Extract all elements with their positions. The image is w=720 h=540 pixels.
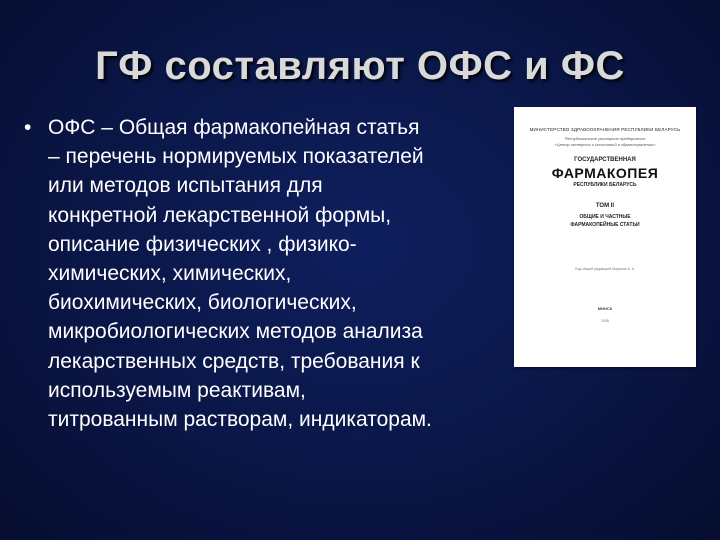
bullet-line: титрованным растворам, индикаторам.: [48, 408, 432, 432]
cover-subtitle-line1: ОБЩИЕ И ЧАСТНЫЕ: [579, 214, 631, 220]
cover-subtitle-line2: ФАРМАКОПЕЙНЫЕ СТАТЬИ: [570, 222, 640, 228]
bullet-text-block: [24, 113, 512, 434]
bullet-line: используемым реактивам,: [48, 378, 306, 402]
bullet-line: биохимических, биологических,: [48, 291, 357, 315]
cover-republic: РЕСПУБЛИКИ БЕЛАРУСЬ: [573, 182, 637, 188]
cover-organization: МИНИСТЕРСТВО ЗДРАВООХРАНЕНИЯ РЕСПУБЛИКИ БЕЛАРУСЬ: [529, 127, 681, 132]
cover-state-label: ГОСУДАРСТВЕННАЯ: [574, 157, 636, 163]
bullet-line: или методов испытания для: [48, 174, 323, 198]
bullet-line: описание физических , физико-: [48, 232, 357, 256]
bullet-line: лекарственных средств, требования к: [48, 349, 420, 373]
cover-volume: ТОМ II: [595, 203, 615, 209]
cover-year: 2008: [601, 319, 609, 323]
bullet-line: ОФС – Общая фармакопейная статья: [48, 116, 420, 139]
slide-title: ГФ составляют ОФС и ФС: [95, 44, 625, 88]
bullet-line: конкретной лекарственной формы,: [48, 203, 392, 227]
cover-editor: Под общей редакцией Шеряков А. А.: [574, 267, 636, 271]
cover-city: МИНСК: [597, 306, 613, 311]
bullet-line: химических, химических,: [48, 262, 292, 286]
bullet-line: микробиологических методов анализа: [48, 320, 423, 344]
pharmacopoeia-cover-image: [514, 107, 696, 367]
bullet-line: – перечень нормируемых показателей: [48, 145, 424, 169]
cover-organization-line2: Республиканское унитарное предприятие: [564, 136, 646, 141]
bullet-dot: •: [24, 116, 32, 139]
cover-organization-line3: «Центр экспертиз и испытаний в здравоохранении»: [554, 142, 656, 147]
cover-title: ФАРМАКОПЕЯ: [551, 165, 659, 181]
